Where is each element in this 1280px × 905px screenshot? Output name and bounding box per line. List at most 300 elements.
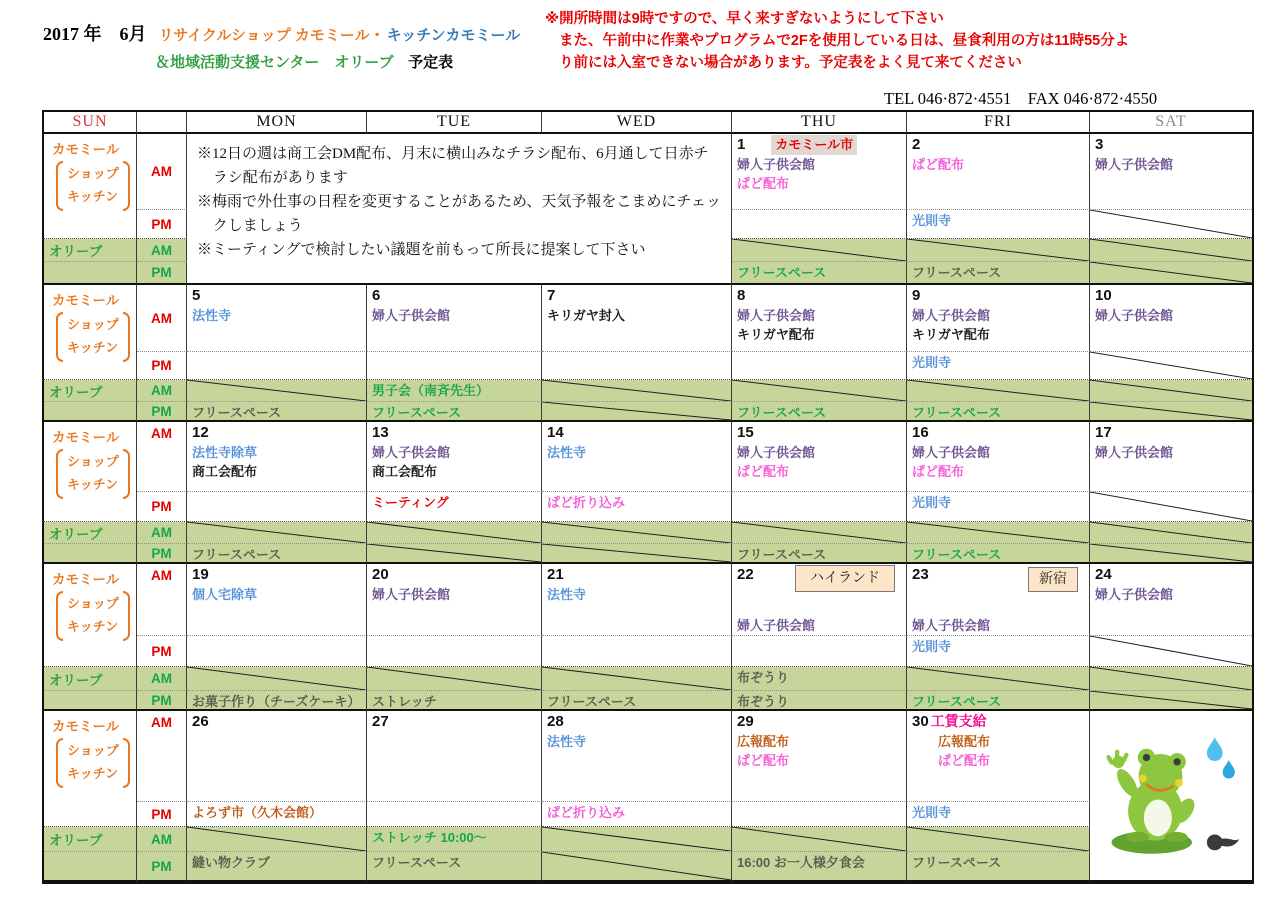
cell-jun7-olive-pm [542,402,732,422]
cell-jun13-pm [367,492,542,522]
event: お菓子作り（チーズケーキ） [192,694,361,709]
event: ぱど配布 [737,176,790,192]
cell-jun28-pm [542,802,732,827]
weekday-header-spacer [137,112,187,134]
closed-slash [732,827,906,851]
title-block [43,20,520,72]
cell-jun17-am [1090,422,1252,492]
date-number: 30 [912,713,929,730]
cell-jun7-olive-am [542,380,732,402]
event: 婦人子供会館 [372,444,451,460]
olive-pm-label: PM [137,852,187,882]
cell-jun23-olive-pm [907,691,1090,711]
cell-jun1-pm [732,210,907,239]
event: 光則寺 [912,495,952,510]
weekday-header-fri: FRI [907,112,1090,134]
closed-slash [1090,380,1252,401]
title-suffix: 予定表 [408,54,454,71]
date-number: 23 [912,566,929,583]
closed-slash [732,522,906,543]
closed-slash [1090,492,1252,521]
location-box: 新宿 [1028,567,1078,592]
cell-jun20-olive-am [367,667,542,691]
cell-jun29-pm [732,802,907,827]
cell-jun9-olive-am [907,380,1090,402]
chamomile-row-label: カモミール ショップ キッチン [44,564,137,667]
event: 男子会（南斉先生） [372,383,490,398]
closed-slash [542,522,731,543]
cell-jun30-olive-am [907,827,1090,852]
date-number: 13 [372,424,389,441]
event: フリースペース [737,265,827,280]
cell-jun20-am [367,564,542,636]
chamomile-bracket: ショップ キッチン [56,312,130,362]
cell-jun26-am [187,711,367,802]
event: 16:00 お一人様夕食会 [737,855,865,870]
event: ぱど配布 [912,464,965,480]
cell-jun2-olive-pm [907,262,1090,285]
event: 縫い物クラブ [192,855,271,870]
cell-jun3-am [1090,134,1252,210]
closed-slash [542,852,731,880]
event: 個人宅除草 [192,586,258,602]
event: 法性寺除草 [192,444,258,460]
date-number: 12 [192,424,209,441]
event: ストレッチ [372,694,437,709]
note-line: ※ミーティングで検討したい議題を前もって所長に提案して下さい [197,242,646,258]
cell-jun10-am [1090,285,1252,352]
date-number: 17 [1095,424,1112,441]
closed-slash [542,544,731,562]
frog-illustration [1090,711,1252,882]
cell-jun19-pm [187,636,367,667]
chamomile-row-label: カモミール ショップ キッチン [44,285,137,380]
date-number: 2 [912,136,921,153]
cell-jun5-pm [187,352,367,380]
cell-jun7-am [542,285,732,352]
closed-slash [1090,636,1252,666]
event: 婦人子供会館 [1095,307,1174,323]
title-line-1 [43,20,520,46]
event: 広報配布 [938,733,991,749]
cell-jun27-am [367,711,542,802]
cell-jun24-olive-am [1090,667,1252,691]
cell-jun29-olive-pm [732,852,907,882]
cell-jun29-am [732,711,907,802]
cell-jun9-pm [907,352,1090,380]
chamomile-am-label: AM [137,422,187,492]
cell-jun22-olive-pm [732,691,907,711]
event: フリースペース [912,694,1002,709]
cell-jun6-pm [367,352,542,380]
cell-jun2-pm [907,210,1090,239]
chamomile-bracket: ショップ キッチン [56,738,130,788]
closed-slash [542,667,731,690]
cell-jun19-olive-am [187,667,367,691]
bracket-left [56,738,63,788]
chamomile-row-label: カモミール ショップ キッチン [44,422,137,522]
cell-jun1-olive-pm [732,262,907,285]
event: よろず市（久木会館） [192,805,323,820]
cell-jun16-am [907,422,1090,492]
olive-label-spacer [44,852,137,882]
event: 婦人子供会館 [737,156,816,172]
olive-label-spacer [44,402,137,422]
bracket-right [123,738,130,788]
cell-jun24-am [1090,564,1252,636]
chamomile-bracket: ショップ キッチン [56,161,130,211]
cell-jun27-olive-am [367,827,542,852]
chamomile-pm-label: PM [137,210,187,239]
event: 光則寺 [912,213,952,228]
olive-label-spacer [44,691,137,711]
cell-jun17-pm [1090,492,1252,522]
notice-line: ※開所時間は9時ですので、早く来すぎないようにして下さい [545,11,944,27]
event: 婦人子供会館 [912,307,991,323]
cell-jun2-am [907,134,1090,210]
chamomile-am-label: AM [137,285,187,352]
notice-text [545,8,1129,74]
date-number: 5 [192,287,201,304]
chamomile-pm-label: PM [137,352,187,380]
weekday-header-sat: SAT [1090,112,1252,134]
cell-jun10-olive-am [1090,380,1252,402]
event: フリースペース [737,547,827,562]
closed-slash [367,667,541,690]
event: フリースペース [912,547,1002,562]
cell-jun5-olive-pm [187,402,367,422]
notice-line: また、午前中に作業やプログラムで2Fを使用している日は、昼食利用の方は11時55分よ [559,33,1130,49]
event: 婦人子供会館 [737,444,816,460]
event: フリースペース [912,405,1002,420]
cell-jun24-olive-pm [1090,691,1252,711]
cell-jun22-olive-am [732,667,907,691]
cell-jun6-olive-pm [367,402,542,422]
event: フリースペース [192,547,282,562]
cell-jun16-olive-am [907,522,1090,544]
note-line: ※12日の週は商工会DM配布、月末に横山みなチラシ配布、6月通して日赤チラシ配布があります [197,146,709,186]
olive-row-label: オリーブ [44,667,137,691]
chamomile-bracket: ショップ キッチン [56,449,130,499]
cell-jun14-pm [542,492,732,522]
date-number: 27 [372,713,389,730]
olive-am-label: AM [137,827,187,852]
title-shop-name: リサイクルショップ カモミール・ [158,27,385,44]
event: ストレッチ 10:00～ [372,830,487,845]
closed-slash [732,380,906,401]
cell-jun26-olive-pm [187,852,367,882]
title-date: 2017 年 6月 [43,24,147,44]
cell-jun28-am [542,711,732,802]
bracket-left [56,449,63,499]
closed-slash [907,380,1089,401]
date-number: 22 [737,566,754,583]
cell-jun13-olive-pm [367,544,542,564]
event: フリースペース [912,855,1002,870]
wage-payment-label: 工賃支給 [930,713,987,729]
weekday-header-wed: WED [542,112,732,134]
olive-am-label: AM [137,522,187,544]
cell-jun21-pm [542,636,732,667]
closed-slash [1090,402,1252,420]
bracket-left [56,591,63,641]
event: 婦人子供会館 [737,307,816,323]
cell-jun6-olive-am [367,380,542,402]
event: 布ぞうり [737,694,790,709]
event: 法性寺 [547,586,587,602]
cell-jun26-pm [187,802,367,827]
weekday-header-tue: TUE [367,112,542,134]
cell-jun30-am [907,711,1090,802]
cell-jun7-pm [542,352,732,380]
event: ぱど配布 [737,464,790,480]
cell-jun1-olive-am [732,239,907,262]
event: 法性寺 [192,307,232,323]
cell-jun8-am [732,285,907,352]
event-highlight: カモミール市 [771,135,857,155]
cell-jun15-olive-pm [732,544,907,564]
cell-jun6-am [367,285,542,352]
date-number: 16 [912,424,929,441]
cell-jun10-olive-pm [1090,402,1252,422]
closed-slash [1090,522,1252,543]
closed-slash [367,522,541,543]
cell-jun17-olive-am [1090,522,1252,544]
chamomile-row-label: カモミール ショップ キッチン [44,134,137,239]
event: 光則寺 [912,805,952,820]
olive-row-label: オリーブ [44,380,137,402]
event: 婦人子供会館 [372,586,451,602]
closed-slash [542,402,731,420]
closed-slash [1090,667,1252,690]
event: ぱど配布 [912,156,965,172]
cell-jun9-olive-pm [907,402,1090,422]
date-number: 20 [372,566,389,583]
closed-slash [367,544,541,562]
chamomile-row-label: カモミール ショップ キッチン [44,711,137,827]
closed-slash [187,522,366,543]
closed-slash [732,239,906,261]
cell-jun22-pm [732,636,907,667]
date-number: 10 [1095,287,1112,304]
chamomile-am-label: AM [137,564,187,636]
event: フリースペース [372,855,462,870]
event: フリースペース [737,405,827,420]
weekday-header-mon: MON [187,112,367,134]
chamomile-pm-label: PM [137,492,187,522]
bracket-right [123,161,130,211]
date-number: 14 [547,424,564,441]
closed-slash [907,667,1089,690]
closed-slash [1090,544,1252,562]
cell-jun15-olive-am [732,522,907,544]
closed-slash [542,827,731,851]
event: フリースペース [372,405,462,420]
event: フリースペース [912,265,1002,280]
event: 婦人子供会館 [1095,586,1174,602]
cell-jun12-am [187,422,367,492]
date-number: 21 [547,566,564,583]
cell-jun19-am [187,564,367,636]
cell-jun30-olive-pm [907,852,1090,882]
frog-graphic [1101,721,1241,871]
cell-jun28-olive-am [542,827,732,852]
event: 婦人子供会館 [912,618,991,633]
event: 法性寺 [547,733,587,749]
cell-jun5-olive-am [187,380,367,402]
cell-jun8-olive-pm [732,402,907,422]
date-number: 24 [1095,566,1112,583]
cell-jun12-olive-am [187,522,367,544]
closed-slash [1090,262,1252,283]
cell-jun3-pm [1090,210,1252,239]
cell-jun14-olive-pm [542,544,732,564]
cell-jun8-pm [732,352,907,380]
cell-jun24-pm [1090,636,1252,667]
date-number: 19 [192,566,209,583]
cell-jun12-pm [187,492,367,522]
olive-pm-label: PM [137,262,187,285]
closed-slash [1090,352,1252,379]
cell-jun14-am [542,422,732,492]
cell-jun9-am [907,285,1090,352]
event: 婦人子供会館 [372,307,451,323]
olive-am-label: AM [137,239,187,262]
monthly-note [187,134,732,285]
event: 婦人子供会館 [1095,444,1174,460]
date-number: 8 [737,287,746,304]
cell-jun26-olive-am [187,827,367,852]
cell-jun5-am [187,285,367,352]
cell-jun23-am [907,564,1090,636]
event: キリガヤ封入 [547,307,625,323]
cell-jun20-pm [367,636,542,667]
date-number: 7 [547,287,556,304]
bracket-right [123,449,130,499]
location-box: ハイランド [795,565,895,592]
date-number: 29 [737,713,754,730]
date-number: 15 [737,424,754,441]
title-center-name: ＆地域活動支援センター オリーブ [155,54,394,71]
date-number: 26 [192,713,209,730]
cell-jun30-pm [907,802,1090,827]
closed-slash [187,380,366,401]
cell-jun20-olive-pm [367,691,542,711]
olive-row-label: オリーブ [44,239,137,262]
event: 法性寺 [547,444,587,460]
closed-slash [542,380,731,401]
cell-jun21-olive-pm [542,691,732,711]
chamomile-pm-label: PM [137,636,187,667]
cell-jun27-olive-pm [367,852,542,882]
chamomile-bracket: ショップ キッチン [56,591,130,641]
olive-row-label: オリーブ [44,522,137,544]
title-line-2 [155,51,520,72]
cell-jun8-olive-am [732,380,907,402]
olive-label-spacer [44,544,137,564]
event: 光則寺 [912,355,952,370]
bracket-left [56,161,63,211]
event: 布ぞうり [737,670,790,685]
cell-jun12-olive-pm [187,544,367,564]
closed-slash [1090,210,1252,238]
bracket-left [56,312,63,362]
cell-jun15-pm [732,492,907,522]
chamomile-pm-label: PM [137,802,187,827]
event: 光則寺 [912,639,952,654]
olive-pm-label: PM [137,544,187,564]
weekday-header-sun: SUN [44,112,137,134]
chamomile-am-label: AM [137,711,187,802]
weekday-header-thu: THU [732,112,907,134]
cell-jun13-am [367,422,542,492]
event: ミーティング [372,495,449,510]
cell-jun2-olive-am [907,239,1090,262]
olive-pm-label: PM [137,691,187,711]
olive-pm-label: PM [137,402,187,422]
date-number: 9 [912,287,921,304]
cell-jun21-olive-am [542,667,732,691]
date-number: 28 [547,713,564,730]
closed-slash [907,522,1089,543]
calendar-table [42,110,1254,884]
cell-jun15-am [732,422,907,492]
closed-slash [907,827,1089,851]
closed-slash [187,827,366,851]
title-kitchen-name: キッチンカモミール [386,27,521,44]
event: 商工会配布 [192,464,258,480]
cell-jun3-olive-pm [1090,262,1252,285]
event: キリガヤ配布 [737,327,815,343]
date-number: 6 [372,287,381,304]
closed-slash [907,239,1089,261]
olive-row-label: オリーブ [44,827,137,852]
cell-jun3-olive-am [1090,239,1252,262]
closed-slash [187,667,366,690]
bracket-right [123,312,130,362]
cell-jun23-olive-am [907,667,1090,691]
cell-jun16-pm [907,492,1090,522]
closed-slash [1090,691,1252,709]
chamomile-am-label: AM [137,134,187,210]
event: フリースペース [547,694,637,709]
event: 婦人子供会館 [1095,156,1174,172]
cell-jun21-am [542,564,732,636]
cell-jun29-olive-am [732,827,907,852]
event: ぱど配布 [737,753,790,769]
cell-jun23-pm [907,636,1090,667]
event: ぱど配布 [938,753,991,769]
event: フリースペース [192,405,282,420]
cell-jun28-olive-pm [542,852,732,882]
olive-am-label: AM [137,380,187,402]
event: キリガヤ配布 [912,327,990,343]
closed-slash [1090,239,1252,261]
cell-jun22-am [732,564,907,636]
cell-jun16-olive-pm [907,544,1090,564]
cell-jun17-olive-pm [1090,544,1252,564]
bracket-right [123,591,130,641]
note-line: ※梅雨で外仕事の日程を変更することがあるため、天気予報をこまめにチェックしましょう [197,194,721,234]
cell-jun1-am [732,134,907,210]
event: 婦人子供会館 [912,444,991,460]
date-number: 1 [737,136,746,153]
notice-line: り前には入室できない場合があります。予定表をよく見て来てください [559,55,1022,71]
event: 婦人子供会館 [737,618,816,633]
event: ぱど折り込み [547,805,626,820]
cell-jun14-olive-am [542,522,732,544]
event: 広報配布 [737,733,790,749]
